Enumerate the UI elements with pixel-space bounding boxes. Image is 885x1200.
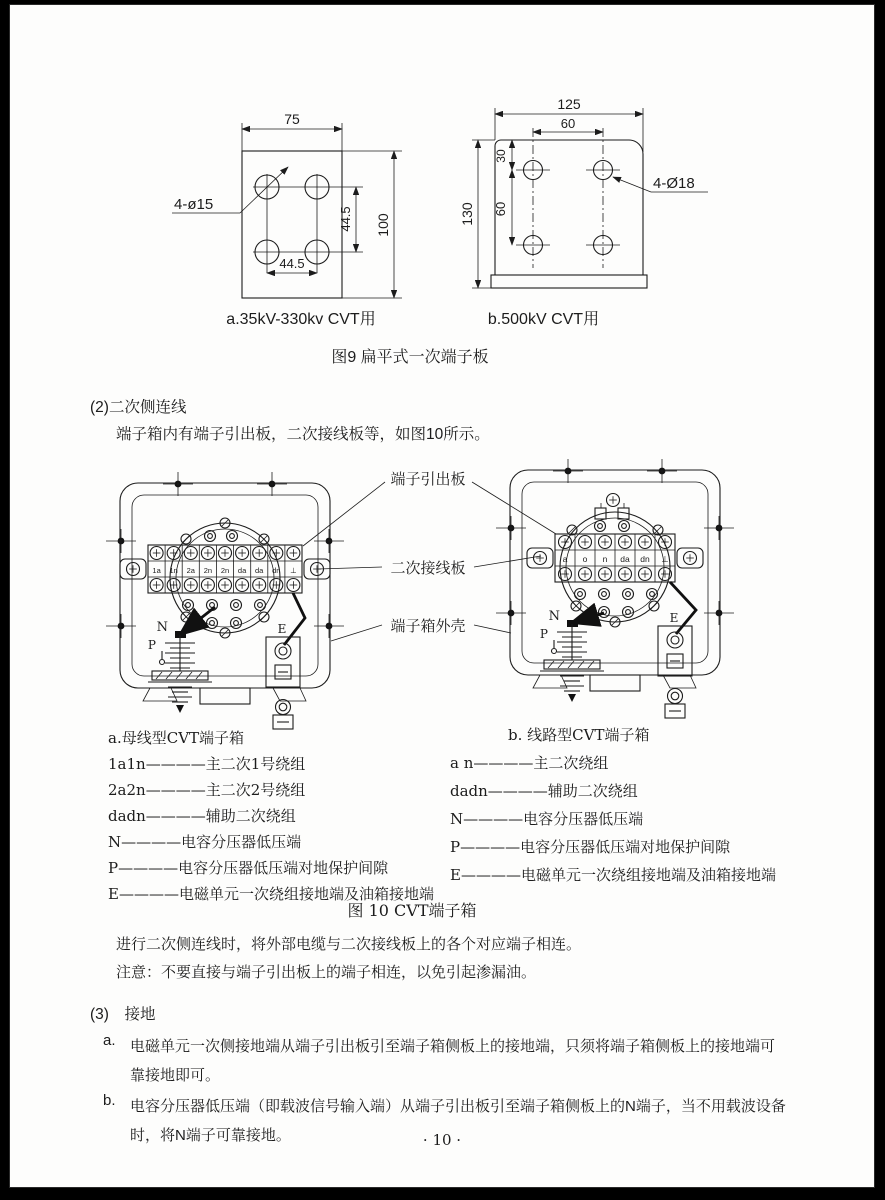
- svg-text:n: n: [602, 554, 608, 564]
- dim-holes-b: 4-Ø18: [653, 175, 695, 192]
- e-terminal-label-a: E: [277, 622, 287, 636]
- legend-b-item: P————电容分压器低压端对地保护间隙: [450, 838, 731, 856]
- svg-text:o: o: [582, 554, 588, 564]
- dim-top-offset-b: 30: [494, 149, 508, 163]
- fig10-note-1: 进行二次侧连线时，将外部电缆与二次接线板上的各个对应端子相连。: [116, 936, 582, 953]
- dim-pitch-h-a: 44.5: [279, 256, 305, 271]
- legend-b-item: E————电磁单元一次绕组接地端及油箱接地端: [450, 866, 776, 884]
- fig10-caption: 图 10 CVT端子箱: [347, 901, 477, 920]
- section2-body: 端子箱内有端子引出板，二次接线板等，如图10所示。: [116, 426, 490, 443]
- legend-a-item: P————电容分压器低压端对地保护间隙: [108, 859, 389, 877]
- fig9-drawing-b: [460, 88, 718, 310]
- svg-text:da: da: [237, 566, 247, 575]
- legend-a: [108, 725, 434, 907]
- e-ground-terminal-a: [266, 593, 305, 729]
- p-terminal-label-a: P: [147, 638, 156, 652]
- plate-b-outline: [491, 128, 647, 288]
- terminal-labels-a: [152, 566, 297, 575]
- e-terminal-label-b: E: [669, 611, 679, 625]
- svg-text:a: a: [562, 554, 568, 564]
- svg-text:1a: 1a: [152, 566, 161, 575]
- n-terminal-label-a: N: [156, 620, 168, 635]
- svg-text:dn: dn: [640, 554, 650, 564]
- legend-b-item: N————电容分压器低压端: [450, 810, 644, 828]
- section2-heading: (2)二次侧连线: [90, 399, 187, 416]
- svg-text:da: da: [620, 554, 630, 564]
- legend-b-title: b. 线路型CVT端子箱: [508, 726, 650, 744]
- callout-secondary-board: 二次接线板: [390, 559, 466, 577]
- fig9-caption-a: a.35kV-330kv CVT用: [226, 311, 376, 328]
- fig9-caption-b: b.500kV CVT用: [487, 311, 600, 328]
- section3-item-b-text: 电容分压器低压端（即载波信号输入端）从端子引出板引至端子箱侧板上的N端子，当不用载波设备时，将N端子可靠接地。: [130, 1098, 786, 1144]
- legend-a-item: E————电磁单元一次绕组接地端及油箱接地端: [108, 885, 434, 903]
- legend-a-item: N————电容分压器低压端: [108, 833, 302, 851]
- section3-heading: (3) 接地: [90, 1006, 156, 1023]
- page-number: · 10 ·: [422, 1131, 462, 1149]
- svg-text:da: da: [255, 566, 264, 575]
- document-page: [9, 4, 875, 1188]
- terminal-box-a: [106, 472, 344, 729]
- dim-width-b: 125: [557, 96, 581, 112]
- dim-height-a: 100: [375, 213, 391, 237]
- callout-box-shell: 端子箱外壳: [390, 617, 466, 635]
- svg-text:2n: 2n: [203, 566, 213, 575]
- terminal-labels-b: [563, 554, 670, 564]
- legend-a-title: a.母线型CVT端子箱: [108, 729, 245, 747]
- fig9-drawing-a: [150, 95, 430, 313]
- fig9-caption: 图9 扁平式一次端子板: [331, 349, 489, 366]
- legend-a-item: dadn————辅助二次绕组: [108, 807, 296, 825]
- legend-b-item: dadn————辅助二次绕组: [450, 782, 638, 800]
- section3-item-b-marker: b.: [103, 1092, 116, 1109]
- svg-text:2a: 2a: [186, 566, 195, 575]
- svg-text:dn: dn: [272, 566, 281, 575]
- terminal-strip-b: [527, 534, 703, 582]
- terminal-box-b: [496, 459, 734, 718]
- svg-text:2n: 2n: [220, 566, 230, 575]
- plate-b-dimensions: [459, 96, 708, 288]
- legend-a-item: 1a1n————主二次1号绕组: [108, 755, 306, 773]
- svg-text:⊥: ⊥: [290, 566, 297, 575]
- dim-pitch-v-b: 60: [493, 201, 508, 217]
- dim-pitch-v-a: 44.5: [338, 206, 353, 232]
- dim-width-a: 75: [284, 111, 300, 127]
- legend-b: [450, 721, 776, 889]
- plate-a-dimensions: [172, 111, 402, 298]
- callout-lead-plate: 端子引出板: [390, 470, 466, 488]
- section3-item-a-marker: a.: [103, 1032, 116, 1049]
- n-terminal-label-b: N: [548, 609, 560, 624]
- e-ground-terminal-b: [658, 582, 696, 718]
- legend-b-item: a n————主二次绕组: [450, 754, 609, 772]
- dim-height-b: 130: [459, 202, 475, 226]
- fig10-callouts: [303, 470, 556, 641]
- legend-a-item: 2a2n————主二次2号绕组: [108, 781, 306, 799]
- dim-pitch-h-b: 60: [560, 116, 576, 131]
- fig10-note-2: 注意：不要直接与端子引出板上的端子相连，以免引起渗漏油。: [116, 964, 537, 981]
- svg-text:1n: 1n: [169, 566, 178, 575]
- p-terminal-label-b: P: [539, 627, 548, 641]
- section3-item-a-text: 电磁单元一次侧接地端从端子引出板引至端子箱侧板上的接地端，只须将端子箱侧板上的接地端可靠接地即可。: [130, 1038, 776, 1084]
- dim-holes-a: 4-ø15: [174, 196, 214, 213]
- terminal-strip-a: [120, 545, 330, 593]
- fig10-diagram: [95, 453, 765, 748]
- svg-text:⊥: ⊥: [661, 554, 669, 564]
